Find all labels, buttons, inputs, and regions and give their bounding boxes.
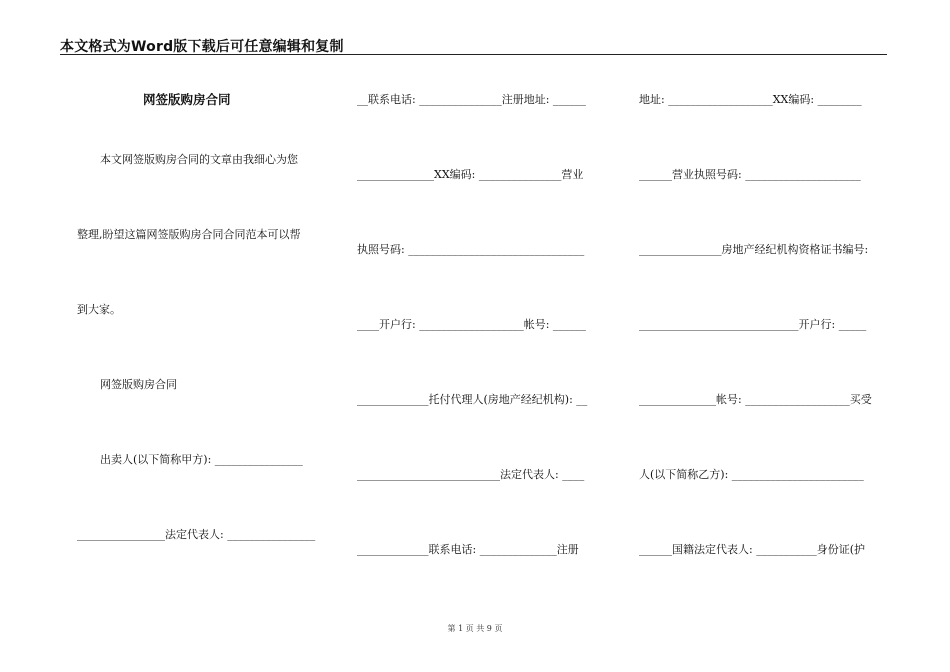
page-header-title: 本文格式为Word版下载后可任意编辑和复制 — [60, 39, 344, 55]
text-line: 出卖人(以下简称甲方): ________________ — [100, 453, 303, 466]
text-line: 整理,盼望这篇网签版购房合同合同范本可以帮 — [77, 228, 301, 241]
text-line: __联系电话: _______________注册地址: ______ — [357, 93, 586, 106]
text-line: _____________联系电话: ______________注册 — [357, 543, 579, 556]
text-line: _____________________________开户行: _____ — [639, 318, 867, 331]
text-line: ______________帐号: ___________________买受 — [639, 393, 872, 406]
page-number-footer: 第 1 页 共 9 页 — [447, 624, 503, 633]
text-line: 到大家。 — [77, 303, 121, 316]
document-title: 网签版购房合同 — [143, 92, 231, 107]
text-line: ____开户行: ___________________帐号: ______ — [357, 318, 586, 331]
text-line: __________________________法定代表人: ____ — [357, 468, 585, 481]
text-line: _______________房地产经纪机构资格证书编号: — [639, 243, 869, 256]
text-line: ______________XX编码: _______________营业 — [357, 168, 584, 181]
text-line: 人(以下简称乙方): ________________________ — [639, 468, 864, 481]
text-line: 地址: ___________________XX编码: ________ — [639, 93, 862, 106]
text-line: ______营业执照号码: _____________________ — [639, 168, 861, 181]
header-divider — [60, 54, 887, 55]
text-line: ______国籍法定代表人: ___________身份证(护 — [639, 543, 865, 556]
text-line: 执照号码: ________________________________ — [357, 243, 585, 256]
text-line: _____________托付代理人(房地产经纪机构): __ — [357, 393, 588, 406]
text-line: ________________法定代表人: ________________ — [77, 528, 316, 541]
text-line: 网签版购房合同 — [100, 378, 177, 391]
text-line: 本文网签版购房合同的文章由我细心为您 — [100, 153, 298, 166]
